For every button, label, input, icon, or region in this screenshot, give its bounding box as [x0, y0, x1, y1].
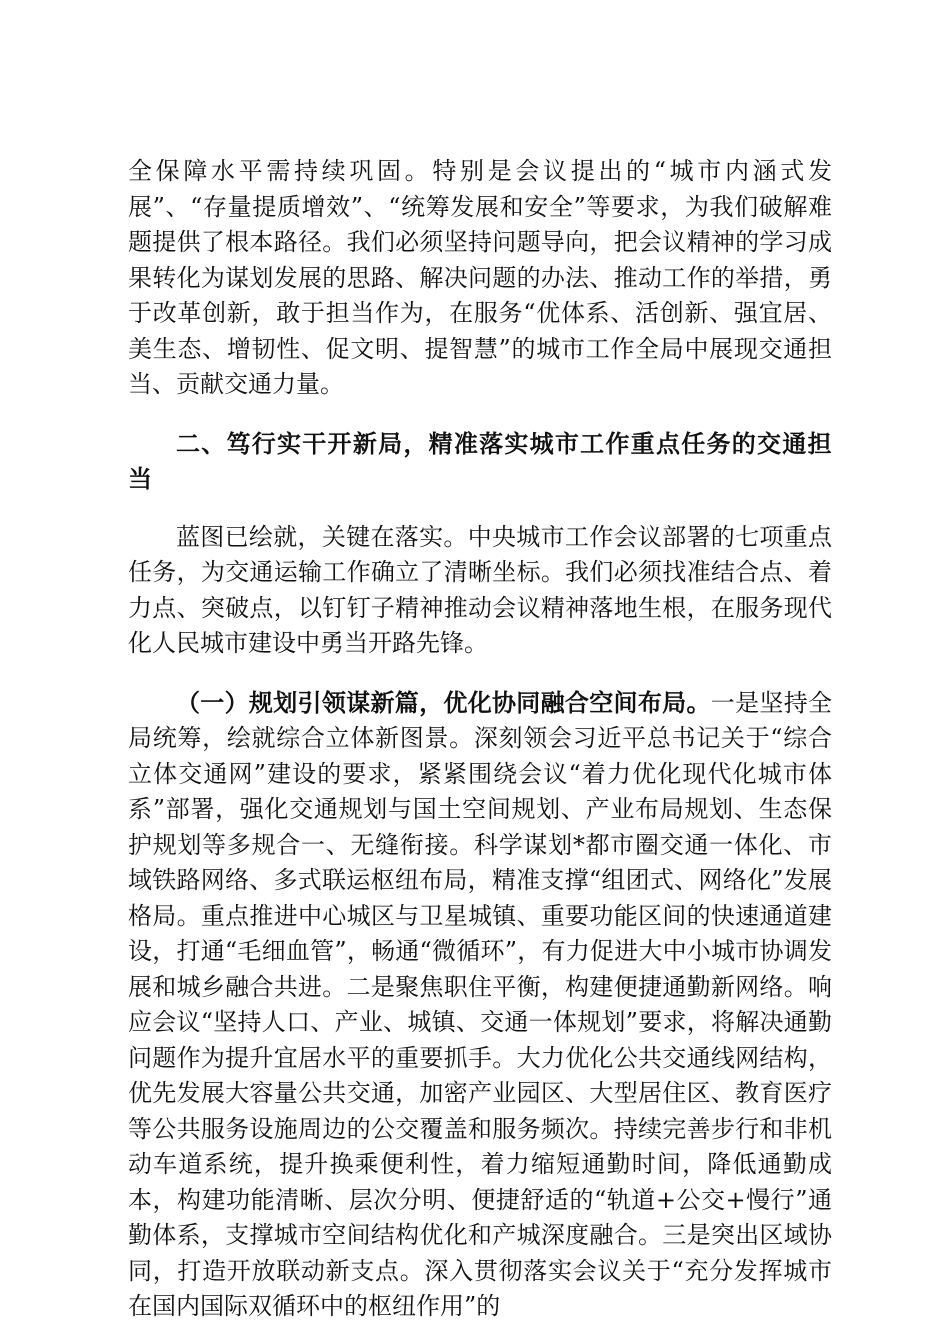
section-two-intro: 蓝图已绘就，关键在落实。中央城市工作会议部署的七项重点任务，为交通运输工作确立了清晰坐标。我们必须找准结合点、着力点、突破点，以钉钉子精神推动会议精神落地生根，在服务现代化人民城市建设中勇当开路先锋。: [128, 522, 832, 657]
paragraph-gap: [128, 662, 832, 685]
subsection-one-paragraph: [128, 685, 832, 1325]
paragraph-continued: 全保障水平需持续巩固。特别是会议提出的“城市内涵式发展”、“存量提质增效”、“统筹发展和安全”等要求，为我们破解难题提供了根本路径。我们必须坚持问题导向，把会议精神的学习成果转化为谋划发展的思路、解决问题的办法、推动工作的举措，勇于改革创新，敢于担当作为，在服务“优体系、活创新、强宜居、美生态、增韧性、促文明、提智慧”的城市工作全局中展现交通担当、贡献交通力量。: [128, 157, 832, 398]
section-two-heading: 二、笃行实干开新局，精准落实城市工作重点任务的交通担当: [128, 428, 832, 493]
subsection-one-heading: （一）规划引领谋新篇，优化协同融合空间布局。: [176, 687, 711, 717]
paragraph-gap: [128, 497, 832, 520]
subsection-one-body: 一是坚持全局统筹，绘就综合立体新图景。深刻领会习近平总书记关于“综合立体交通网”建设的要求，紧紧围绕会议“着力优化现代化城市体系”部署，强化交通规划与国土空间规划、产业布局规划、生态保护规划等多规合一、无缝衔接。科学谋划*都市圈交通一体化、市域铁路网络、多式联运枢纽布局，精准支撑“组团式、网络化”发展格局。重点推进中心城区与卫星城镇、重要功能区间的快速通道建设，打通“毛细血管”，畅通“微循环”，有力促进大中小城市协调发展和城乡融合共进。二是聚焦职住平衡，构建便捷通勤新网络。响应会议“坚持人口、产业、城镇、交通一体规划”要求，将解决通勤问题作为提升宜居水平的重要抓手。大力优化公共交通线网结构，优先发展大容量公共交通，加密产业园区、大型居住区、教育医疗等公共服务设施周边的公交覆盖和服务频次。持续完善步行和非机动车道系统，提升换乘便利性，着力缩短通勤时间，降低通勤成本，构建功能清晰、层次分明、便捷舒适的“轨道+公交+慢行”通勤体系，支撑城市空间结构优化和产城深度融合。三是突出区域协同，打造开放联动新支点。深入贯彻落实会议关于“充分发挥城市在国内国际双循环中的枢纽作用”的: [128, 688, 833, 1320]
paragraph-gap: [128, 403, 832, 426]
